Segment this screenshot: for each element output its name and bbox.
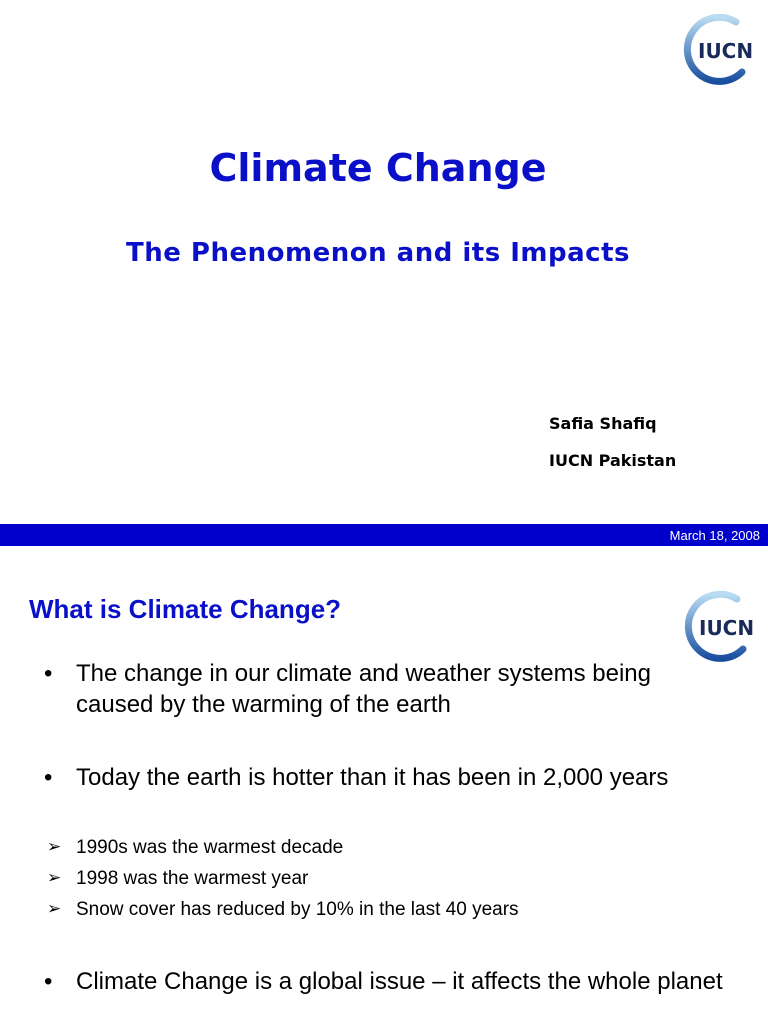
arrow-icon: ➢ bbox=[47, 899, 62, 918]
arrow-icon: ➢ bbox=[47, 837, 62, 856]
svg-text:IUCN: IUCN bbox=[698, 39, 754, 63]
iucn-logo bbox=[680, 14, 754, 86]
content-slide bbox=[0, 562, 768, 1024]
list-item: The change in our climate and weather systems being caused by the warming of the earth bbox=[76, 660, 651, 718]
list-item: Climate Change is a global issue – it affects the whole planet bbox=[76, 968, 723, 995]
bullet-marker: • bbox=[44, 764, 53, 791]
iucn-logo bbox=[681, 591, 755, 663]
sub-list-item: 1998 was the warmest year bbox=[76, 868, 309, 889]
bullet-marker: • bbox=[44, 968, 53, 995]
sub-list-item: 1990s was the warmest decade bbox=[76, 837, 344, 858]
slide-title: Climate Change bbox=[209, 146, 547, 190]
presentation-date: March 18, 2008 bbox=[669, 528, 760, 543]
slide-heading: What is Climate Change? bbox=[29, 594, 342, 624]
author-name: Safia Shafiq bbox=[549, 414, 657, 433]
footer-bar bbox=[0, 524, 768, 546]
bullet-marker: • bbox=[44, 660, 53, 687]
slide-subtitle: The Phenomenon and its Impacts bbox=[126, 238, 630, 268]
arrow-icon: ➢ bbox=[47, 868, 62, 887]
sub-list-item: Snow cover has reduced by 10% in the last 40 years bbox=[76, 899, 519, 920]
svg-text:IUCN: IUCN bbox=[699, 616, 755, 640]
author-organization: IUCN Pakistan bbox=[549, 451, 677, 470]
list-item: Today the earth is hotter than it has been in 2,000 years bbox=[76, 764, 669, 791]
